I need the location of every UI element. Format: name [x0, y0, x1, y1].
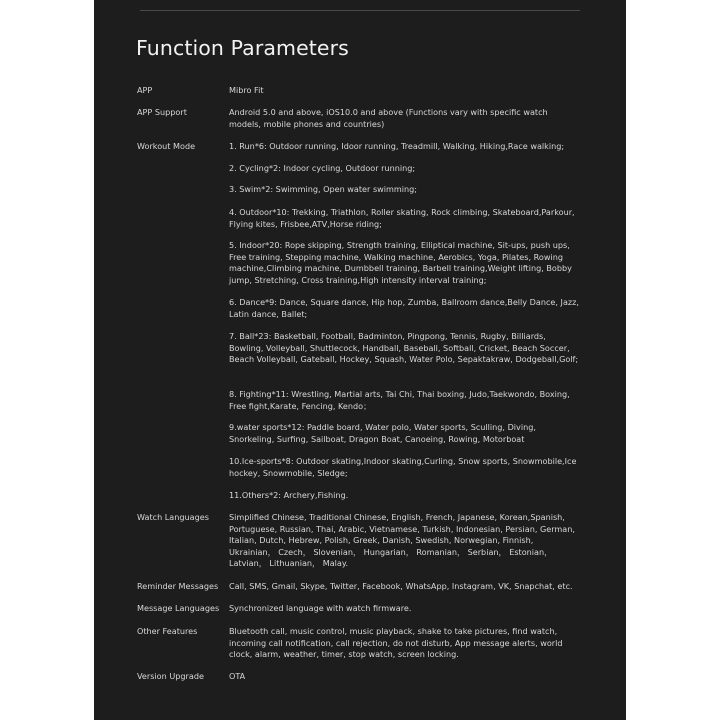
param-value: Synchronized language with watch firmware.: [229, 603, 412, 613]
workout-group-text: 2. Cycling*2: Indoor cycling, Outdoor running;: [229, 163, 416, 173]
spec-sheet-panel: [94, 0, 626, 720]
param-value: Call, SMS, Gmail, Skype, Twitter, Facebook, WhatsApp, Instagram, VK, Snapchat, etc.: [229, 581, 573, 591]
param-label: Workout Mode: [137, 141, 196, 151]
workout-group-text: 8. Fighting*11: Wrestling, Martial arts, Tai Chi, Thai boxing, Judo,Taekwondo, Boxing, Free fight,Karate, Fencing, Kendo；: [229, 389, 570, 411]
param-label: Other Features: [137, 626, 198, 636]
workout-group-text: 10.Ice-sports*8: Outdoor skating,Indoor skating,Curling, Snow sports, Snowmobile,Ice hockey, Snowmobile, Sledge;: [229, 456, 577, 478]
param-label: Version Upgrade: [137, 671, 204, 681]
param-label: Watch Languages: [137, 512, 209, 522]
workout-group-text: 6. Dance*9: Dance, Square dance, Hip hop, Zumba, Ballroom dance,Belly Dance, Jazz, Latin dance, Ballet;: [229, 297, 579, 319]
workout-group-text: 5. Indoor*20: Rope skipping, Strength training, Elliptical machine, Sit-ups, push ups, Free training, Stepping machine, Walking machine, Aerobics, Yoga, Pilates, Rowing machine,Climbing machine, Dumbbell training, Barbell training,Weight lifting, Bobby jump, Stretching, Cross training,High intensity interval training;: [229, 240, 572, 285]
workout-group-text: 9.water sports*12: Paddle board, Water polo, Water sports, Sculling, Diving, Snorkeling, Surfing, Sailboat, Dragon Boat, Canoeing, Rowing, Motorboat: [229, 422, 536, 444]
page-title: Function Parameters: [136, 36, 349, 60]
workout-group-text: 7. Ball*23: Basketball, Football, Badminton, Pingpong, Tennis, Rugby, Billiards, Bowling, Volleyball, Shuttlecock, Handball, Baseball, Softball, Cricket, Beach Soccer, Beach Volleyball, Gateball, Hockey, Squash, Water Polo, Sepaktakraw, Dodgeball,Golf;: [229, 331, 579, 364]
top-divider: [140, 10, 580, 11]
param-label: APP: [137, 85, 153, 95]
param-value: Bluetooth call, music control, music playback, shake to take pictures, find watch, incoming call notification, call rejection, do not disturb, App message alerts, world clock, alarm, weather, timer, stop watch, screen locking.: [229, 626, 563, 659]
param-label: APP Support: [137, 107, 187, 117]
param-value: Simplified Chinese, Traditional Chinese, English, French, Japanese, Korean,Spanish, Portuguese, Russian, Thai, Arabic, Vietnamese, Turkish, Indonesian, Persian, German, Italian, Dutch, Hebrew, Polish, Greek, Danish, Swedish, Norwegian, Finnish, Ukrainian， Czech， Slovenian， Hungarian， Romanian， Serbian， Estonian， Latvian， Lithuanian， Malay.: [229, 512, 575, 568]
param-value: Mibro Fit: [229, 85, 264, 95]
workout-group-text: 4. Outdoor*10: Trekking, Triathlon, Roller skating, Rock climbing, Skateboard,Parkour, Flying kites, Frisbee,ATV,Horse riding;: [229, 207, 575, 229]
workout-group-text: 1. Run*6: Outdoor running, Idoor running, Treadmill, Walking, Hiking,Race walking;: [229, 141, 565, 151]
workout-group-text: 3. Swim*2: Swimming, Open water swimming;: [229, 184, 418, 194]
param-value: Android 5.0 and above, iOS10.0 and above (Functions vary with specific watch models, mobile phones and countries): [229, 107, 548, 129]
param-label: Message Languages: [137, 603, 220, 613]
param-value: OTA: [229, 671, 246, 681]
param-label: Reminder Messages: [137, 581, 219, 591]
workout-group-text: 11.Others*2: Archery,Fishing.: [229, 490, 349, 500]
